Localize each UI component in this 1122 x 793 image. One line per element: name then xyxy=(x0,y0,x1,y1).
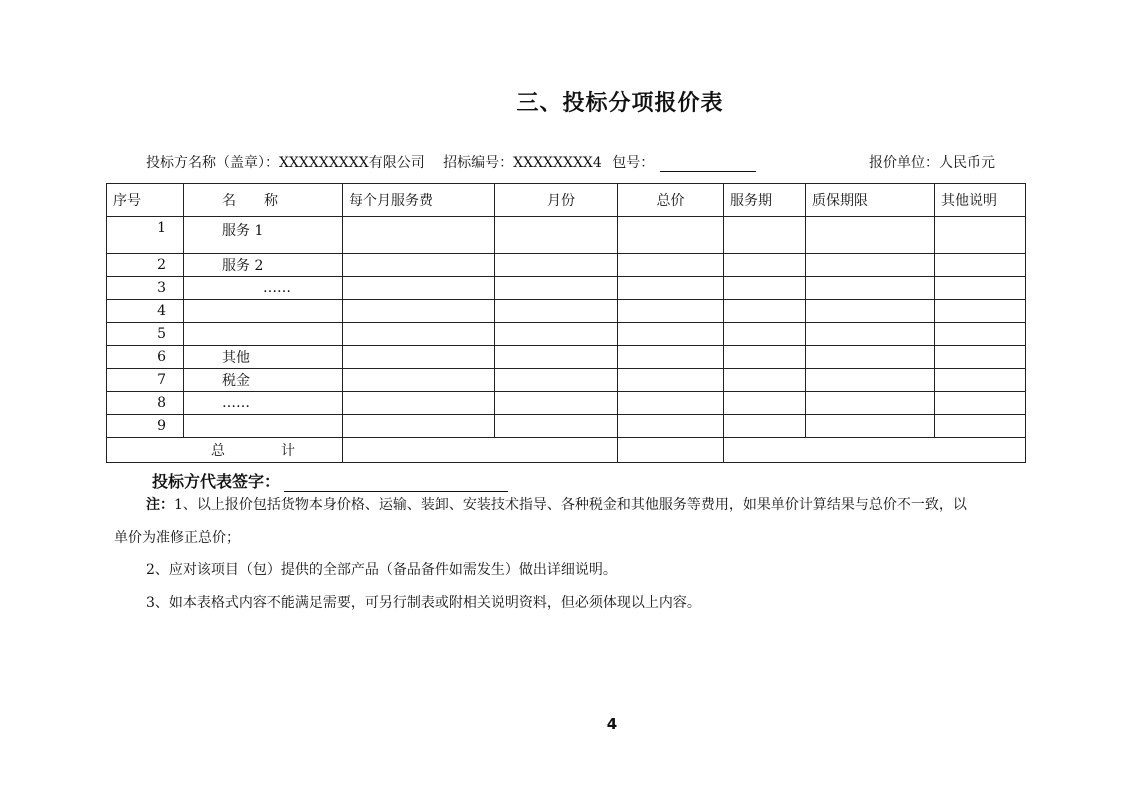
header-cell-name: 名 称 xyxy=(184,184,343,217)
note-3: 3、如本表格式内容不能满足需要，可另行制表或附相关说明资料，但必须体现以上内容。 xyxy=(146,595,701,611)
cell-warranty xyxy=(806,369,935,392)
table-row xyxy=(107,369,1026,392)
row-name xyxy=(184,415,343,438)
total-label: 总 计 xyxy=(107,438,343,463)
row-name: 税金 xyxy=(184,369,343,392)
header-cell-warranty: 质保期限 xyxy=(806,184,935,217)
cell-total-price xyxy=(618,300,724,323)
cell-warranty xyxy=(806,300,935,323)
table-row xyxy=(107,346,1026,369)
header-cell-total-price: 总价 xyxy=(618,184,724,217)
cell-monthly-fee xyxy=(343,323,495,346)
signature-label: 投标方代表签字： xyxy=(152,472,281,491)
cell-months xyxy=(495,369,618,392)
cell-months xyxy=(495,323,618,346)
cell-other-notes xyxy=(935,415,1026,438)
cell-monthly-fee xyxy=(343,392,495,415)
table-header-row xyxy=(107,184,1026,217)
cell-months xyxy=(495,392,618,415)
total-price-cell xyxy=(618,438,724,463)
header-cell-monthly-fee: 每个月服务费 xyxy=(343,184,495,217)
row-name: 其他 xyxy=(184,346,343,369)
row-name xyxy=(184,323,343,346)
row-number: 2 xyxy=(107,254,184,277)
header-cell-months: 月份 xyxy=(495,184,618,217)
table-row xyxy=(107,300,1026,323)
row-name: …… xyxy=(184,392,343,415)
package-number-blank xyxy=(660,157,756,172)
cell-service-period xyxy=(724,369,806,392)
cell-total-price xyxy=(618,323,724,346)
cell-monthly-fee xyxy=(343,415,495,438)
package-number-label: 包号： xyxy=(612,155,655,171)
row-number: 8 xyxy=(107,392,184,415)
cell-warranty xyxy=(806,415,935,438)
table-row xyxy=(107,415,1026,438)
cell-monthly-fee xyxy=(343,346,495,369)
cell-warranty xyxy=(806,217,935,254)
bidder-name-label: 投标方名称（盖章）：XXXXXXXXX有限公司 xyxy=(146,155,425,171)
cell-service-period xyxy=(724,277,806,300)
cell-other-notes xyxy=(935,300,1026,323)
row-number: 3 xyxy=(107,277,184,300)
table-row xyxy=(107,277,1026,300)
cell-service-period xyxy=(724,300,806,323)
cell-other-notes xyxy=(935,217,1026,254)
cell-months xyxy=(495,217,618,254)
cell-monthly-fee xyxy=(343,217,495,254)
table-row xyxy=(107,254,1026,277)
note-label: 注： xyxy=(146,497,174,513)
row-number: 7 xyxy=(107,369,184,392)
note-1 xyxy=(146,494,967,514)
cell-monthly-fee xyxy=(343,254,495,277)
row-number: 5 xyxy=(107,323,184,346)
total-fee-cell xyxy=(343,438,618,463)
cell-other-notes xyxy=(935,254,1026,277)
cell-other-notes xyxy=(935,369,1026,392)
cell-total-price xyxy=(618,346,724,369)
cell-service-period xyxy=(724,346,806,369)
cell-monthly-fee xyxy=(343,369,495,392)
cell-warranty xyxy=(806,392,935,415)
cell-warranty xyxy=(806,323,935,346)
cell-warranty xyxy=(806,277,935,300)
cell-other-notes xyxy=(935,346,1026,369)
note-1-continued: 单价为准修正总价； xyxy=(114,530,240,546)
cell-months xyxy=(495,254,618,277)
row-name: 服务 2 xyxy=(184,254,343,277)
signature-blank xyxy=(284,475,508,492)
header-cell-no: 序号 xyxy=(107,184,184,217)
total-remaining-cell xyxy=(724,438,1026,463)
cell-total-price xyxy=(618,415,724,438)
quote-table xyxy=(106,183,1026,463)
cell-total-price xyxy=(618,217,724,254)
row-number: 6 xyxy=(107,346,184,369)
table-total-row xyxy=(107,438,1026,463)
table-row xyxy=(107,392,1026,415)
cell-months xyxy=(495,346,618,369)
table-row xyxy=(107,323,1026,346)
cell-months xyxy=(495,415,618,438)
cell-total-price xyxy=(618,369,724,392)
currency-unit-label: 报价单位：人民币元 xyxy=(869,155,995,171)
header-cell-other-notes: 其他说明 xyxy=(935,184,1026,217)
cell-other-notes xyxy=(935,392,1026,415)
cell-total-price xyxy=(618,254,724,277)
page-number: 4 xyxy=(606,715,618,733)
row-name: …… xyxy=(184,277,343,300)
cell-total-price xyxy=(618,277,724,300)
cell-months xyxy=(495,277,618,300)
row-name: 服务 1 xyxy=(184,217,343,254)
row-name xyxy=(184,300,343,323)
tender-number-label: 招标编号：XXXXXXXX4 xyxy=(443,155,602,171)
note-2: 2、应对该项目（包）提供的全部产品（备品备件如需发生）做出详细说明。 xyxy=(146,562,617,578)
cell-service-period xyxy=(724,415,806,438)
cell-service-period xyxy=(724,217,806,254)
table-row xyxy=(107,217,1026,254)
signature-line xyxy=(152,469,508,492)
cell-warranty xyxy=(806,346,935,369)
cell-service-period xyxy=(724,254,806,277)
cell-total-price xyxy=(618,392,724,415)
page-title: 三、投标分项报价表 xyxy=(516,91,724,116)
cell-service-period xyxy=(724,392,806,415)
cell-service-period xyxy=(724,323,806,346)
header-cell-service-period: 服务期 xyxy=(724,184,806,217)
cell-monthly-fee xyxy=(343,300,495,323)
bidder-info-line xyxy=(146,152,756,172)
cell-other-notes xyxy=(935,323,1026,346)
row-number: 1 xyxy=(107,217,184,254)
cell-other-notes xyxy=(935,277,1026,300)
row-number: 9 xyxy=(107,415,184,438)
cell-warranty xyxy=(806,254,935,277)
note-1-text: 1、以上报价包括货物本身价格、运输、装卸、安装技术指导、各种税金和其他服务等费用，如果单价计算结果与总价不一致，以 xyxy=(174,497,967,513)
row-number: 4 xyxy=(107,300,184,323)
cell-monthly-fee xyxy=(343,277,495,300)
cell-months xyxy=(495,300,618,323)
